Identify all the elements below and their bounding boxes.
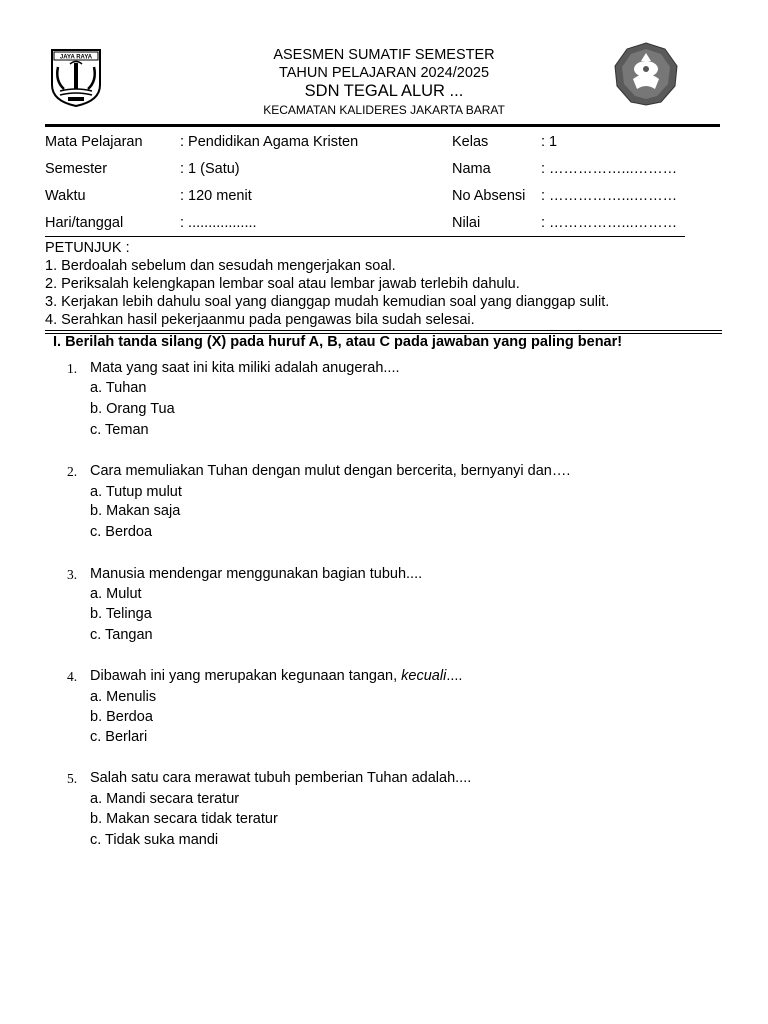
question-text-italic: kecuali	[401, 668, 447, 684]
instruction-item: 2. Periksalah kelengkapan lembar soal atau lembar jawab terlebih dahulu.	[45, 276, 520, 292]
answer-option[interactable]: a. Menulis	[90, 689, 157, 705]
info-label-absence-no: No Absensi	[452, 188, 526, 204]
answer-option[interactable]: b. Telinga	[90, 606, 152, 622]
answer-option[interactable]: b. Makan secara tidak teratur	[90, 811, 278, 827]
answer-option[interactable]: b. Makan saja	[90, 503, 181, 519]
answer-option[interactable]: c. Tangan	[90, 627, 153, 643]
instructions-title: PETUNJUK :	[45, 240, 130, 256]
section-title: I. Berilah tanda silang (X) pada huruf A, B, atau C pada jawaban yang paling benar!	[53, 334, 623, 350]
info-value-semester: : 1 (Satu)	[180, 161, 240, 177]
info-label-subject: Mata Pelajaran	[45, 134, 143, 150]
question-text: Manusia mendengar menggunakan bagian tubuh....	[90, 566, 423, 582]
info-value-class: : 1	[541, 134, 558, 150]
answer-option[interactable]: c. Berdoa	[90, 524, 153, 540]
jakarta-emblem-icon	[50, 47, 102, 107]
info-label-time: Waktu	[45, 188, 86, 204]
question-number: 2.	[67, 464, 78, 479]
school-name: SDN TEGAL ALUR ...	[304, 82, 464, 100]
info-label-class: Kelas	[452, 134, 489, 150]
header-line4: KECAMATAN KALIDERES JAKARTA BARAT	[263, 103, 505, 117]
info-label-semester: Semester	[45, 161, 108, 177]
question-text	[90, 668, 462, 684]
question-number: 5.	[67, 771, 78, 786]
section-divider-top	[45, 330, 722, 331]
answer-option[interactable]: a. Mulut	[90, 586, 142, 602]
header-line2: TAHUN PELAJARAN 2024/2025	[278, 65, 490, 81]
info-label-name: Nama	[452, 161, 491, 177]
jaya-raya-text: JAYA RAYA	[59, 54, 93, 61]
info-divider	[45, 236, 685, 237]
answer-option[interactable]: c. Teman	[90, 422, 149, 438]
answer-option[interactable]: a. Tuhan	[90, 380, 147, 396]
question-text: Mata yang saat ini kita miliki adalah anugerah....	[90, 360, 400, 376]
info-label-date: Hari/tanggal	[45, 215, 124, 231]
header-line1: ASESMEN SUMATIF SEMESTER	[273, 47, 495, 63]
question-text: Salah satu cara merawat tubuh pemberian Tuhan adalah....	[90, 770, 472, 786]
info-value-score: : ……………...………	[541, 215, 678, 231]
question-number: 1.	[67, 361, 78, 376]
question-text-end: ....	[446, 668, 463, 684]
instruction-item: 4. Serahkan hasil pekerjaanmu pada pengawas bila sudah selesai.	[45, 312, 475, 328]
instruction-item: 1. Berdoalah sebelum dan sesudah mengerjakan soal.	[45, 258, 396, 274]
answer-option[interactable]: b. Berdoa	[90, 709, 153, 725]
info-value-absence-no: : ……………...………	[541, 188, 678, 204]
info-value-time: : 120 menit	[180, 188, 252, 204]
question-number: 3.	[67, 567, 78, 582]
info-value-subject: : Pendidikan Agama Kristen	[180, 134, 359, 150]
info-value-date: : .................	[180, 215, 257, 231]
answer-option[interactable]: a. Tutup mulut	[90, 484, 182, 500]
instruction-item: 3. Kerjakan lebih dahulu soal yang dianggap mudah kemudian soal yang dianggap sulit.	[45, 294, 610, 310]
tut-wuri-handayani-icon	[613, 41, 679, 107]
info-value-name: : ……………...………	[541, 161, 678, 177]
question-number: 4.	[67, 669, 78, 684]
question-text: Cara memuliakan Tuhan dengan mulut dengan bercerita, bernyanyi dan….	[90, 463, 571, 479]
answer-option[interactable]: a. Mandi secara teratur	[90, 791, 240, 807]
info-label-score: Nilai	[452, 215, 481, 231]
question-text-main: Dibawah ini yang merupakan kegunaan tangan,	[90, 668, 402, 684]
answer-option[interactable]: b. Orang Tua	[90, 401, 175, 417]
answer-option[interactable]: c. Tidak suka mandi	[90, 832, 219, 848]
answer-option[interactable]: c. Berlari	[90, 729, 148, 745]
header-divider	[45, 124, 720, 127]
